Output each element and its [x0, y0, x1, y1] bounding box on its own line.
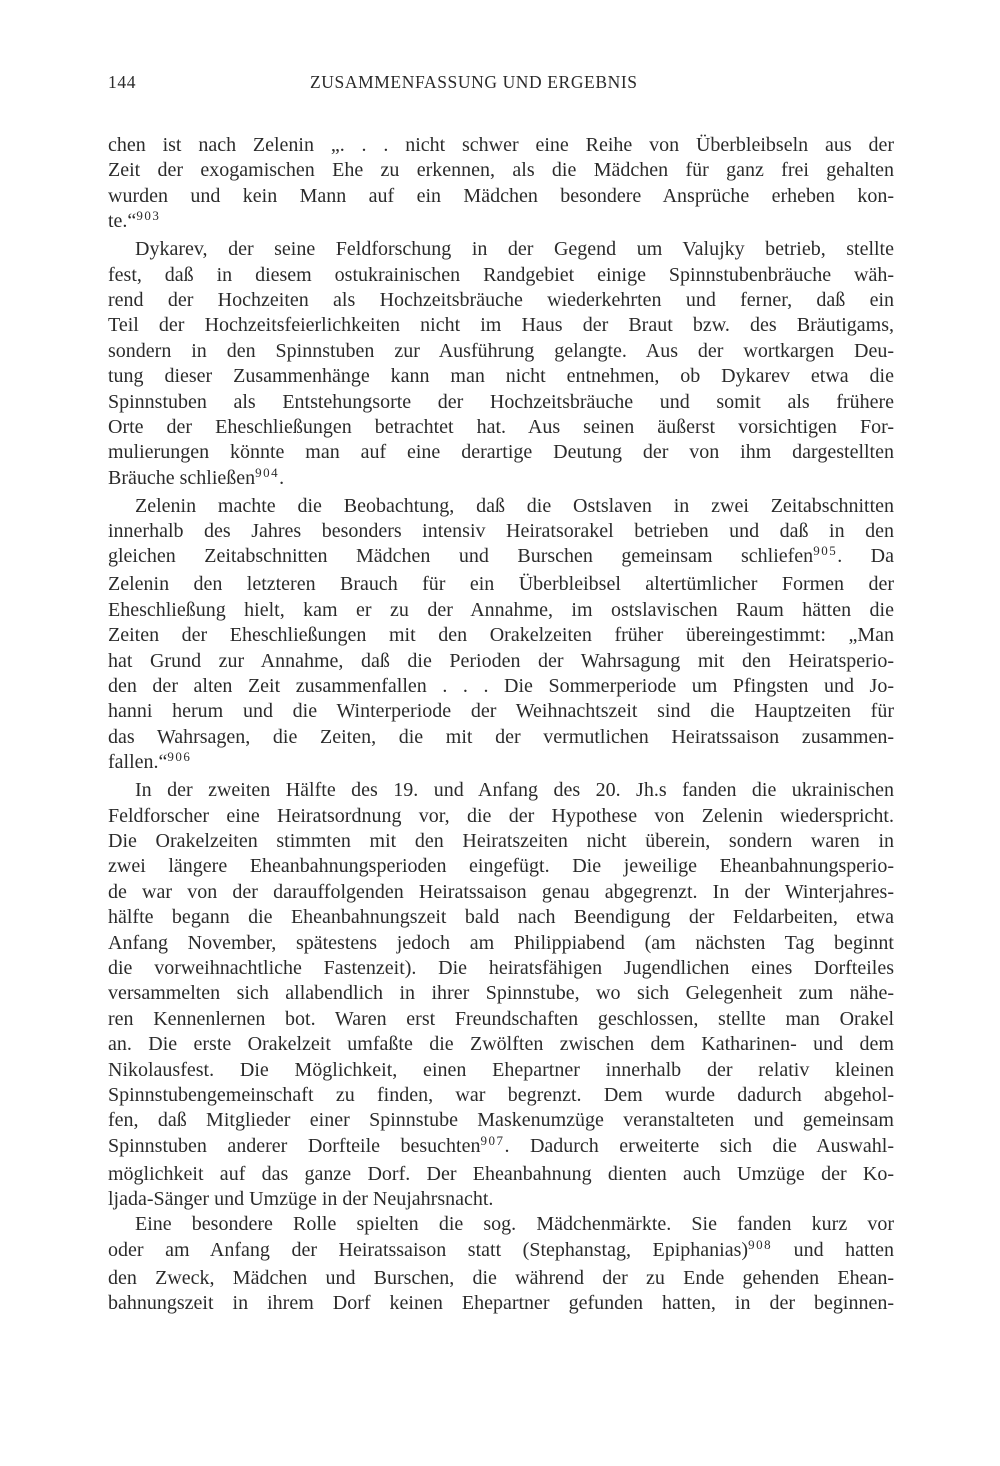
- line-text: hat Grund zur Annahme, daß die Perioden der Wahrsagung mit den Heiratsperio-: [108, 649, 894, 672]
- line-text: versammelten sich allabendlich in ihrer Spinnstube, wo sich Gelegenheit zum nähe-: [108, 982, 894, 1005]
- line-text: den der alten Zeit zusammenfallen . . . Die Sommerperiode um Pfingsten und Jo-: [108, 675, 894, 698]
- line-text-continuation: . Da: [837, 545, 894, 568]
- text-line: [108, 750, 894, 778]
- line-text: Spinnstubengemeinschaft zu finden, war begrenzt. Dem wurde dadurch abgehol-: [108, 1083, 894, 1106]
- line-text: de war von der darauffolgenden Heiratssaison genau abgegrenzt. In der Winterjahres-: [108, 880, 894, 903]
- line-text: Zeiten der Eheschließungen mit den Orakelzeiten früher übereingestimmt: „Man: [108, 624, 894, 647]
- line-text: Eheschließung hielt, kam er zu der Annahme, im ostslavischen Raum hätten die: [108, 598, 894, 621]
- line-text: Zelenin den letzteren Brauch für ein Überbleibsel altertümlicher Formen der: [108, 573, 894, 596]
- text-line: [108, 1108, 894, 1133]
- footnote-reference[interactable]: 908: [748, 1236, 773, 1252]
- text-line: [108, 572, 894, 597]
- text-line: [108, 1007, 894, 1032]
- line-text: Dykarev, der seine Feldforschung in der Gegend um Valujky betrieb, stellte: [135, 238, 894, 261]
- text-line: [108, 184, 894, 209]
- line-text: ren Kennenlernen bot. Waren erst Freundschaften geschlossen, stellte man Orakel: [108, 1007, 894, 1030]
- text-line: [108, 209, 894, 237]
- line-text: oder am Anfang der Heiratssaison statt (Stephanstag, Epiphanias): [108, 1238, 749, 1261]
- text-line: [108, 364, 894, 389]
- line-text: tung dieser Zusammenhänge kann man nicht entnehmen, ob Dykarev etwa die: [108, 365, 894, 388]
- line-text: Zelenin machte die Beobachtung, daß die Ostslaven in zwei Zeitabschnitten: [135, 494, 894, 517]
- text-line: [108, 1291, 894, 1316]
- line-text-continuation: .: [279, 466, 285, 489]
- text-line: [108, 263, 894, 288]
- line-text: Teil der Hochzeitsfeierlichkeiten nicht im Haus der Braut bzw. des Bräutigams,: [108, 314, 894, 337]
- line-text: sondern in den Spinnstuben zur Ausführung gelangte. Aus der wortkargen Deu-: [108, 339, 894, 362]
- line-text: fest, daß in diesem ostukrainischen Randgebiet einige Spinnstubenbräuche wäh-: [108, 263, 894, 286]
- text-line: [108, 313, 894, 338]
- text-line: [108, 1162, 894, 1187]
- line-text: Zeit der exogamischen Ehe zu erkennen, als die Mädchen für ganz frei gehalten: [108, 159, 894, 182]
- line-text: Feldforscher eine Heiratsordnung vor, die der Hypothese von Zelenin wiederspricht.: [108, 804, 894, 827]
- line-text: fen, daß Mitglieder einer Spinnstube Maskenumzüge veranstalteten und gemeinsam: [108, 1109, 894, 1132]
- text-line: [108, 725, 894, 750]
- text-line: [108, 237, 894, 262]
- page-number: 144: [108, 72, 137, 92]
- text-line: [108, 623, 894, 648]
- text-line: [108, 1266, 894, 1291]
- text-line: [108, 1187, 894, 1212]
- line-text: wurden und kein Mann auf ein Mädchen besondere Ansprüche erheben kon-: [108, 184, 894, 207]
- line-text: das Wahrsagen, die Zeiten, die mit der vermutlichen Heiratssaison zusammen-: [108, 725, 894, 748]
- line-text: möglichkeit auf das ganze Dorf. Der Eheanbahnung dienten auch Umzüge der Ko-: [108, 1162, 894, 1185]
- text-line: [108, 956, 894, 981]
- text-line: [108, 415, 894, 440]
- line-text: gleichen Zeitabschnitten Mädchen und Burschen gemeinsam schliefen: [108, 545, 814, 568]
- line-text: bahnungszeit in ihrem Dorf keinen Ehepartner gefunden hatten, in der beginnen-: [108, 1292, 894, 1315]
- line-text: die vorweihnachtliche Fastenzeit). Die heiratsfähigen Jugendlichen eines Dorfteiles: [108, 956, 894, 979]
- text-line: [108, 778, 894, 803]
- line-text: Eine besondere Rolle spielten die sog. Mädchenmärkte. Sie fanden kurz vor: [135, 1213, 894, 1236]
- line-text: Die Orakelzeiten stimmten mit den Heiratszeiten nicht überein, sondern waren in: [108, 829, 894, 852]
- line-text: rend der Hochzeiten als Hochzeitsbräuche wiederkehrten und ferner, daß ein: [108, 288, 894, 311]
- line-text: Anfang November, spätestens jedoch am Philippiabend (am nächsten Tag beginnt: [108, 931, 894, 954]
- running-title: ZUSAMMENFASSUNG UND ERGEBNIS: [310, 72, 638, 92]
- text-line: [108, 905, 894, 930]
- text-line: [108, 804, 894, 829]
- text-line: [108, 649, 894, 674]
- text-line: [108, 854, 894, 879]
- text-line: [108, 1083, 894, 1108]
- text-line: [108, 829, 894, 854]
- footnote-reference[interactable]: 903: [136, 208, 161, 224]
- footnote-reference[interactable]: 905: [813, 543, 838, 559]
- text-line: [108, 440, 894, 465]
- line-text: Nikolausfest. Die Möglichkeit, einen Ehepartner innerhalb der relativ kleinen: [108, 1058, 894, 1081]
- line-text: ljada-Sänger und Umzüge in der Neujahrsnacht.: [108, 1188, 494, 1211]
- text-line: [108, 674, 894, 699]
- line-text: fallen.“: [108, 751, 168, 774]
- footnote-reference[interactable]: 904: [255, 464, 280, 480]
- text-line: [108, 880, 894, 905]
- text-line: [108, 699, 894, 724]
- text-line: [108, 1212, 894, 1237]
- text-line: [108, 133, 894, 158]
- text-line: [108, 1238, 894, 1266]
- line-text: hälfte begann die Eheanbahnungszeit bald nach Beendigung der Feldarbeiten, etwa: [108, 906, 894, 929]
- line-text: In der zweiten Hälfte des 19. und Anfang des 20. Jh.s fanden die ukrainischen: [135, 779, 894, 802]
- line-text: te.“: [108, 210, 137, 233]
- text-line: [108, 288, 894, 313]
- text-line: [108, 981, 894, 1006]
- text-line: [108, 158, 894, 183]
- text-line: [108, 339, 894, 364]
- text-line: [108, 598, 894, 623]
- line-text: Orte der Eheschließungen betrachtet hat. Aus seinen äußerst vorsichtigen For-: [108, 415, 894, 438]
- line-text-continuation: . Dadurch erweiterte sich die Auswahl-: [504, 1134, 894, 1157]
- text-line: [108, 519, 894, 544]
- line-text-continuation: und hatten: [772, 1238, 894, 1261]
- line-text: zwei längere Eheanbahnungsperioden eingefügt. Die jeweilige Eheanbahnungsperio-: [108, 855, 894, 878]
- text-line: [108, 931, 894, 956]
- text-line: [108, 1032, 894, 1057]
- line-text: Bräuche schließen: [108, 466, 256, 489]
- line-text: chen ist nach Zelenin „. . . nicht schwer eine Reihe von Überbleibseln aus der: [108, 134, 894, 156]
- line-text: Spinnstuben anderer Dorfteile besuchten: [108, 1134, 481, 1157]
- text-line: [108, 1134, 894, 1162]
- text-line: [108, 494, 894, 519]
- line-text: mulierungen könnte man auf eine derartige Deutung der von ihm dargestellten: [108, 441, 894, 464]
- footnote-reference[interactable]: 907: [480, 1132, 505, 1148]
- line-text: an. Die erste Orakelzeit umfaßte die Zwölften zwischen dem Katharinen- und dem: [108, 1033, 894, 1056]
- line-text: innerhalb des Jahres besonders intensiv Heiratsorakel betrieben und daß in den: [108, 520, 894, 543]
- text-line: [108, 1058, 894, 1083]
- line-text: den Zweck, Mädchen und Burschen, die während der zu Ende gehenden Ehean-: [108, 1266, 894, 1289]
- footnote-reference[interactable]: 906: [167, 749, 192, 765]
- text-line: [108, 544, 894, 572]
- text-line: [108, 390, 894, 415]
- text-line: [108, 466, 894, 494]
- line-text: Spinnstuben als Entstehungsorte der Hochzeitsbräuche und somit als frühere: [108, 390, 894, 413]
- body-text: [108, 133, 894, 1317]
- line-text: hanni herum und die Winterperiode der Weihnachtszeit sind die Hauptzeiten für: [108, 700, 894, 723]
